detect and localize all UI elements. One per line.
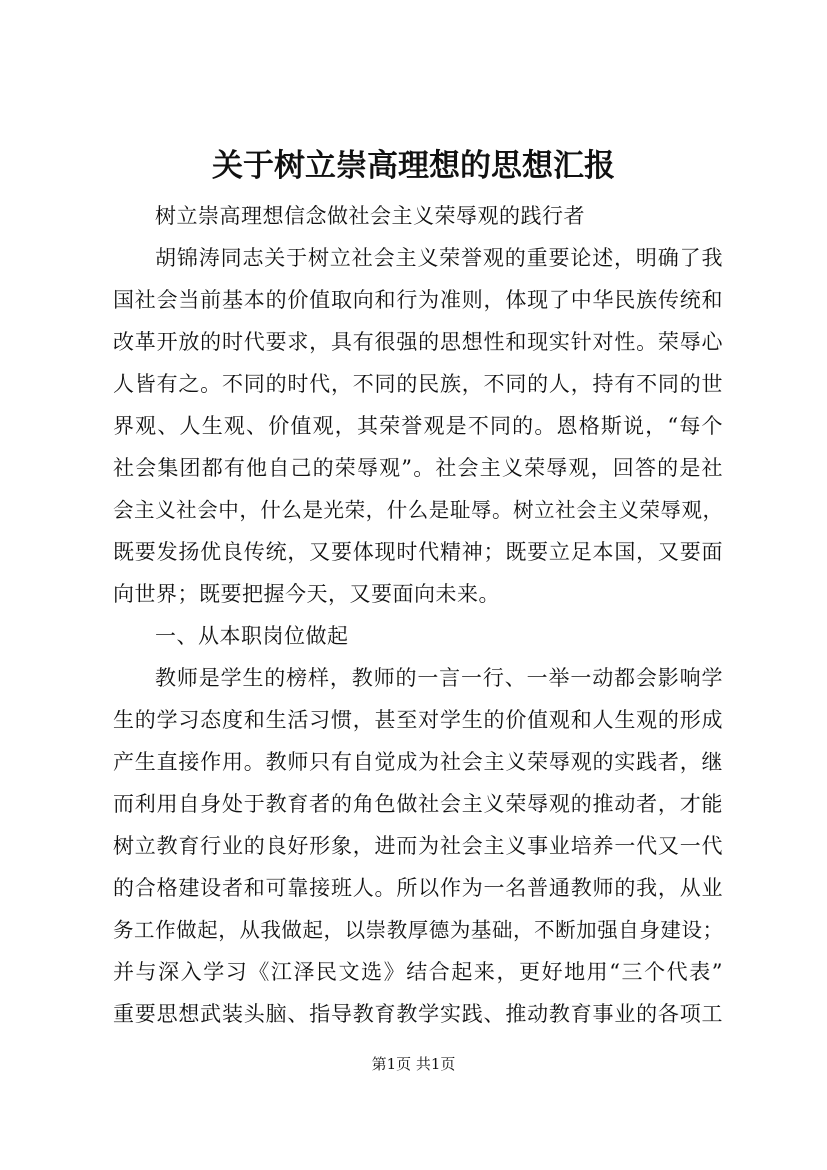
paragraph-line: 的合格建设者和可靠接班人。所以作为一名普通教师的我，从业	[113, 876, 723, 900]
paragraph-line: 生的学习态度和生活习惯，甚至对学生的价值观和人生观的形成	[113, 708, 723, 732]
section-heading: 一、从本职岗位做起	[155, 624, 349, 648]
paragraph-line: 树立教育行业的良好形象，进而为社会主义事业培养一代又一代	[113, 834, 723, 858]
paragraph-line: 界观、人生观、价值观，其荣誉观是不同的。恩格斯说，“每个	[113, 414, 723, 438]
paragraph-line: 人皆有之。不同的时代，不同的民族，不同的人，持有不同的世	[113, 372, 723, 396]
page-footer: 第1页 共1页	[371, 1055, 456, 1073]
paragraph-line: 胡锦涛同志关于树立社会主义荣誉观的重要论述，明确了我	[155, 246, 723, 270]
paragraph-line: 产生直接作用。教师只有自觉成为社会主义荣辱观的实践者，继	[113, 750, 723, 774]
paragraph-line: 社会集团都有他自己的荣辱观”。社会主义荣辱观，回答的是社	[113, 456, 723, 480]
paragraph-line: 重要思想武装头脑、指导教育教学实践、推动教育事业的各项工	[113, 1002, 723, 1026]
paragraph-line: 向世界；既要把握今天，又要面向未来。	[113, 582, 500, 606]
paragraph-line: 并与深入学习《江泽民文选》结合起来，更好地用“三个代表”	[113, 960, 723, 984]
document-subtitle: 树立崇高理想信念做社会主义荣辱观的践行者	[155, 204, 585, 228]
paragraph-line: 会主义社会中，什么是光荣，什么是耻辱。树立社会主义荣辱观，	[113, 498, 723, 522]
paragraph-line: 国社会当前基本的价值取向和行为准则，体现了中华民族传统和	[113, 288, 723, 312]
paragraph-line: 既要发扬优良传统，又要体现时代精神；既要立足本国，又要面	[113, 540, 723, 564]
paragraph-line: 教师是学生的榜样，教师的一言一行、一举一动都会影响学	[155, 666, 723, 690]
paragraph-line: 而利用自身处于教育者的角色做社会主义荣辱观的推动者，才能	[113, 792, 723, 816]
paragraph-line: 务工作做起，从我做起，以崇教厚德为基础，不断加强自身建设；	[113, 918, 723, 942]
paragraph-line: 改革开放的时代要求，具有很强的思想性和现实针对性。荣辱心	[113, 330, 723, 354]
document-title: 关于树立崇高理想的思想汇报	[212, 148, 615, 184]
